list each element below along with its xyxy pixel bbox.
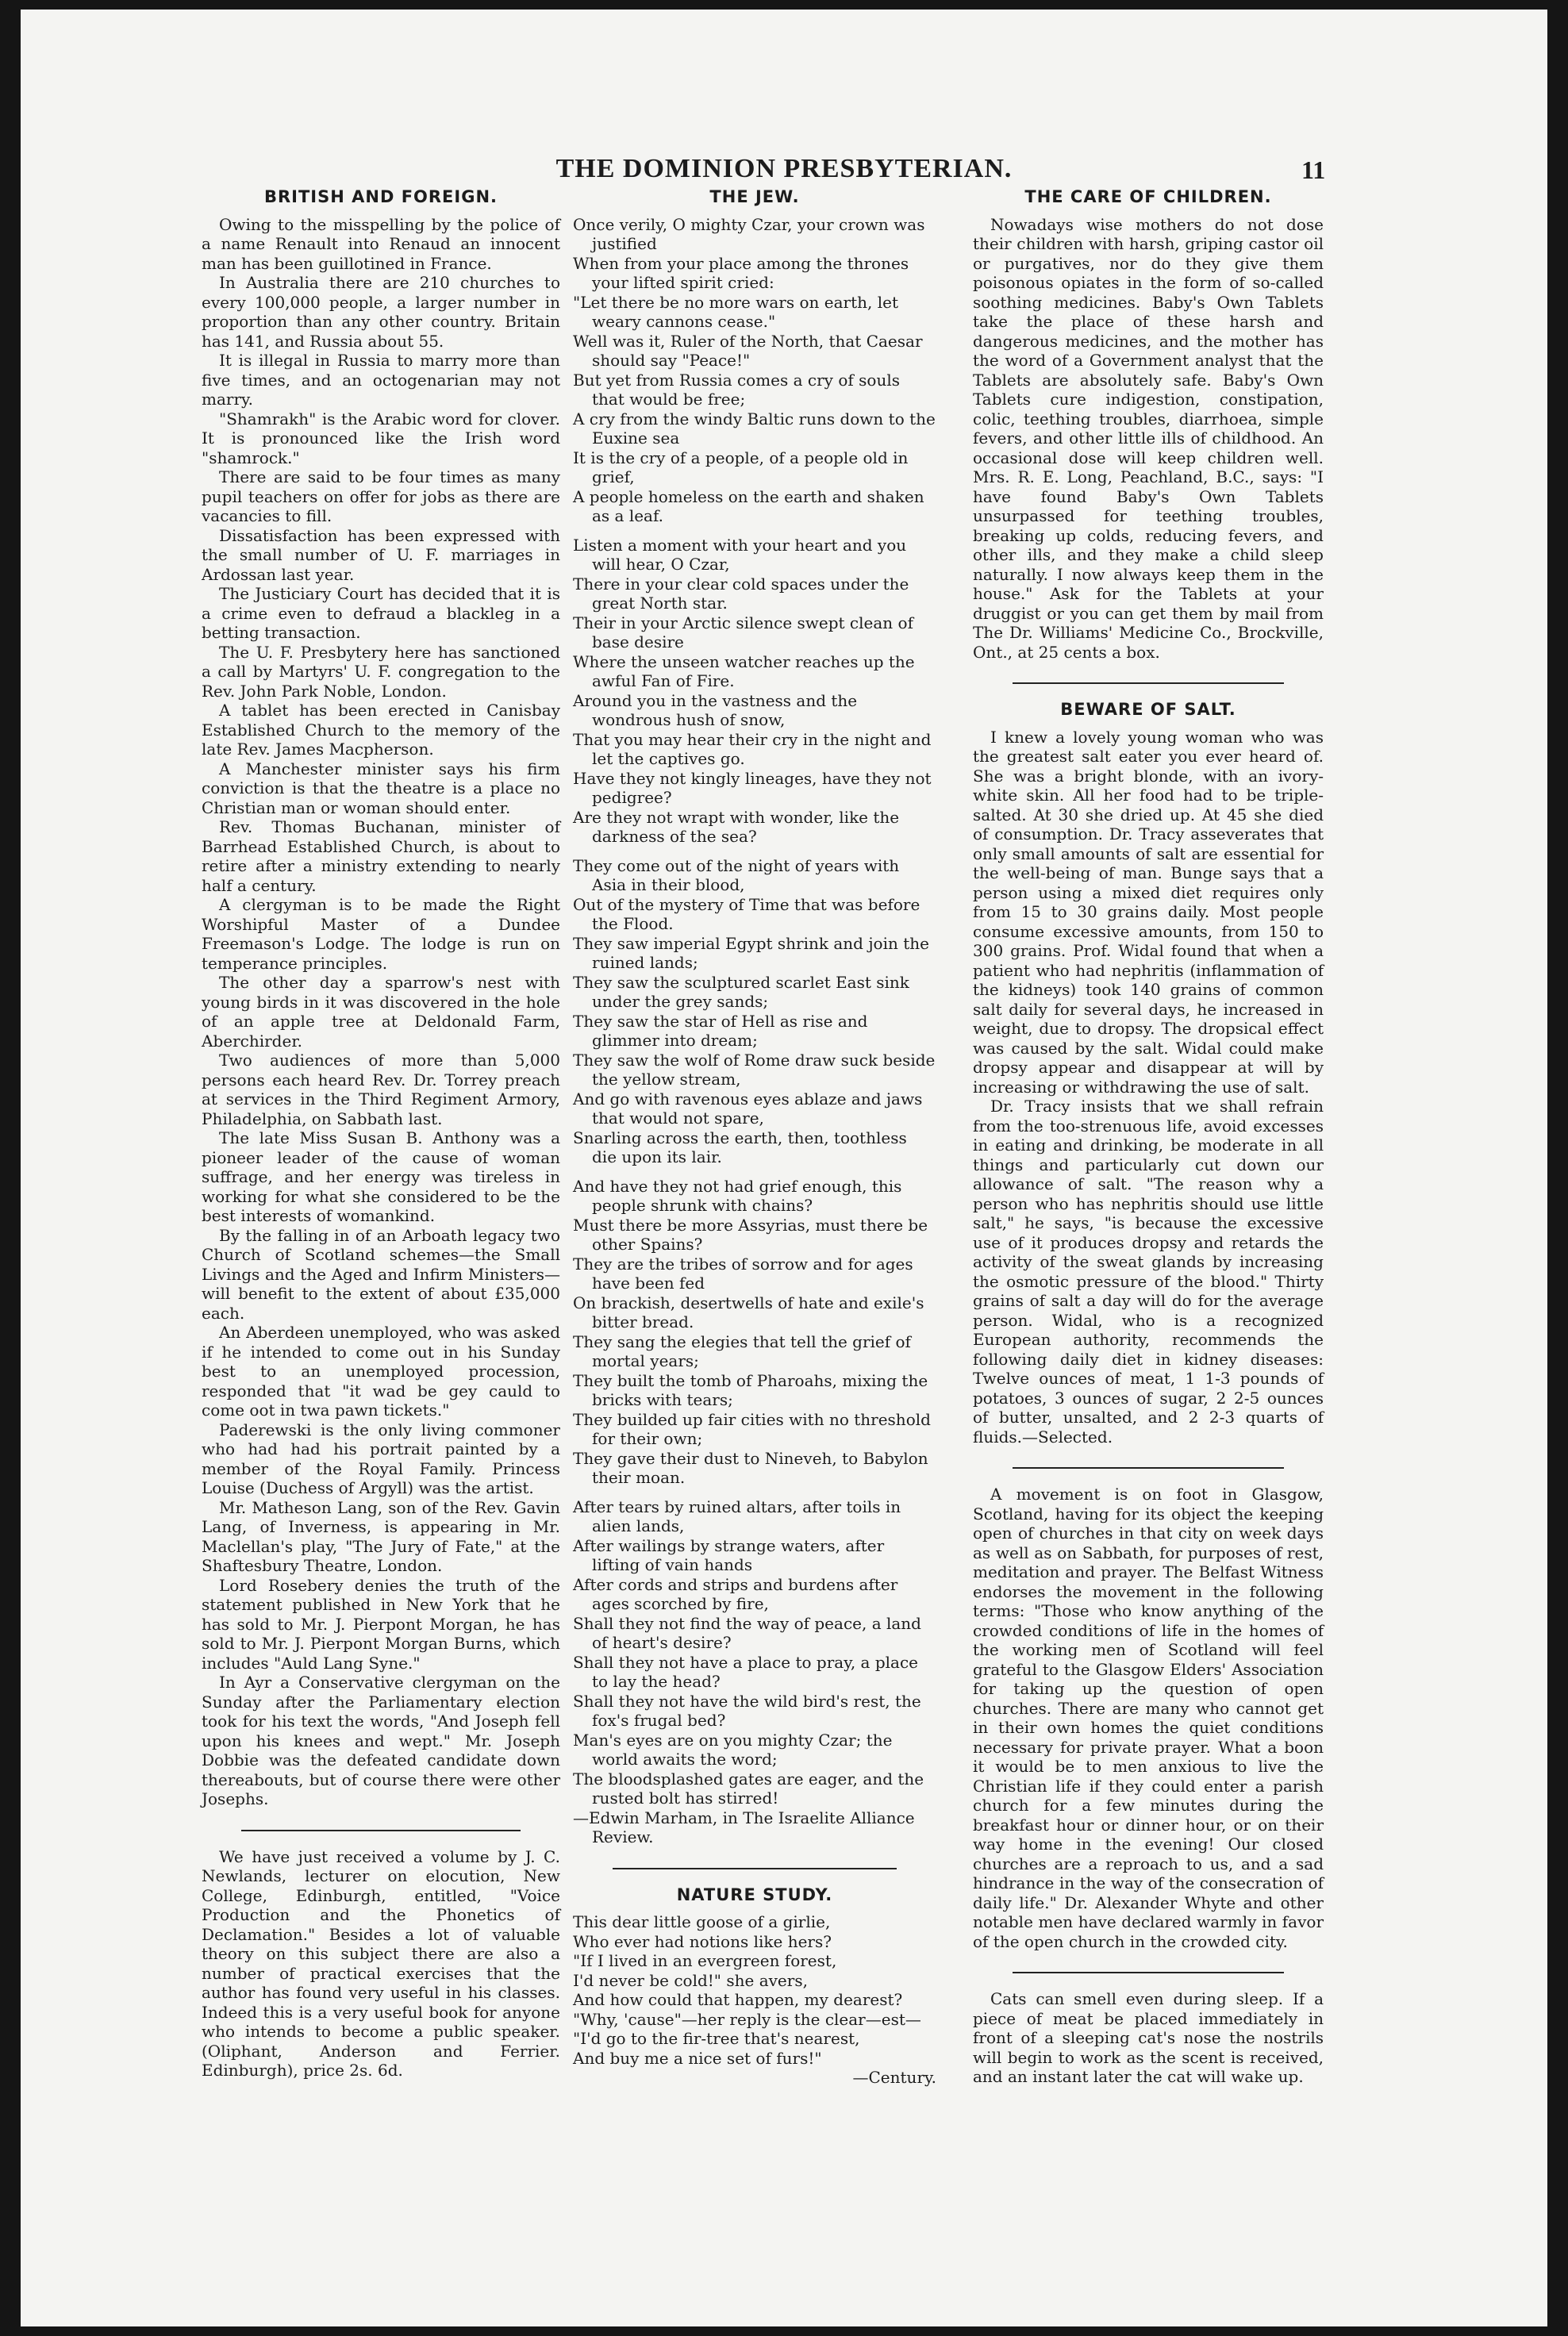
poem-line: The bloodsplashed gates are eager, and the rusted bolt has stirred! <box>573 1769 924 1808</box>
poem-stanza <box>573 856 936 1167</box>
news-paragraph: It is illegal in Russia to marry more than five times, and an octogenarian may not marry. <box>202 351 560 409</box>
news-paragraph: By the falling in of an Arboath legacy two Church of Scotland schemes—the Small Livings and the Aged and Infirm Ministers—will benefit to the extent of about £35,000 each. <box>202 1225 560 1323</box>
page-number: 11 <box>1301 156 1326 184</box>
article-paragraph: I knew a lovely young woman who was the greatest salt eater you ever heard of. She was a bright blonde, with an ivory-white skin. All her food had to be triple-salted. At 30 she dried up. At 45 she died of consumption. Dr. Tracy asseverates that only small amounts of salt are essential for the well-being of man. Bunge says that a person using a mixed diet requires only from 15 to 30 grains daily. Most people consume excessive amounts, from 150 to 300 grains. Prof. Widal found that when a patient who had nephritis (inflammation of the kidneys) took 140 grains of common salt daily for several days, he increased in weight, due to dropsy. The dropsical effect was caused by the salt. Widal could make dropsy appear and disappear at will by increasing or withdrawing the use of salt. <box>973 727 1324 1097</box>
poem-line: Once verily, O mighty Czar, your crown was justified <box>573 214 925 253</box>
poem-line: Listen a moment with your heart and you will hear, O Czar, <box>573 535 907 574</box>
article-paragraph: Cats can smell even during sleep. If a piece of meat be placed immediately in front of a sleeping cat's nose the nostrils will begin to work as the scent is received, and an instant later the cat will wake up. <box>973 1989 1324 2086</box>
news-paragraph: Mr. Matheson Lang, son of the Rev. Gavin Lang, of Inverness, is appearing in Mr. Maclellan's play, "The Jury of Fate," at the Shaftesbury Theatre, London. <box>202 1497 560 1575</box>
poem-line: After cords and strips and burdens after ages scorched by fire, <box>573 1574 898 1613</box>
section-divider <box>1013 682 1284 684</box>
poem-line: And have they not had grief enough, this people shrunk with chains? <box>573 1176 902 1215</box>
poem-stanza <box>573 1177 936 1488</box>
news-paragraph: The other day a sparrow's nest with young birds in it was discovered in the hole of an apple tree at Deldonald Farm, Aberchirder. <box>202 973 560 1051</box>
poem-line: They builded up fair cities with no threshold for their own; <box>573 1409 931 1448</box>
poem-line: They are the tribes of sorrow and for ages have been fed <box>573 1254 913 1293</box>
article-paragraph: Dr. Tracy insists that we shall refrain from the too-strenuous life, avoid excesses in eating and drinking, be moderate in all things and particularly cut down our allowance of salt. "The reason why a person who has nephritis should use little salt," he says, "is because the excessive use of it produces dropsy and retards the activity of the sweat glands by increasing the osmotic pressure of the blood." Thirty grains of salt a day will do for the average person. Widal, who is a recognized European authority, recommends the following daily diet in kidney diseases: Twelve ounces of meat, 1 1-3 pounds of potatoes, 3 ounces of sugar, 2 2-5 ounces of butter, unsalted, and 2 2-3 quarts of fluids.—Selected. <box>973 1097 1324 1447</box>
poem-line: "I'd go to the fir-tree that's nearest, <box>573 2029 860 2048</box>
poem-stanza <box>573 1497 936 1847</box>
poem-line: They saw the wolf of Rome draw suck beside the yellow stream, <box>573 1050 936 1089</box>
poem-line: Man's eyes are on you mighty Czar; the world awaits the word; <box>573 1730 893 1769</box>
book-review-paragraph: We have just received a volume by J. C. Newlands, lecturer on elocution, New College, Edinburgh, entitled, "Voice Production and the Phonetics of Declamation." Besides a lot of valuable theory on this subject there are also a number of practical exercises that the author has found very useful in his classes. Indeed this is a very useful book for anyone who intends to become a public speaker. (Oliphant, Anderson and Ferrier. Edinburgh), price 2s. 6d. <box>202 1846 560 2080</box>
poem-line: Are they not wrapt with wonder, like the darkness of the sea? <box>573 807 900 846</box>
poem-line: Well was it, Ruler of the North, that Caesar should say "Peace!" <box>573 331 923 370</box>
news-paragraph: The U. F. Presbytery here has sanctioned a call by Martyrs' U. F. congregation to the Rev. John Park Noble, London. <box>202 642 560 701</box>
poem-line: "Let there be no more wars on earth, let weary cannons cease." <box>573 292 898 331</box>
poem-line: Shall they not have the wild bird's rest, the fox's frugal bed? <box>573 1691 921 1730</box>
poem-line: But yet from Russia comes a cry of souls that would be free; <box>573 370 900 409</box>
article-paragraph: A movement is on foot in Glasgow, Scotland, having for its object the keeping open of churches in that city on week days as well as on Sabbath, for purposes of rest, meditation and prayer. The Belfast Witness endorses the movement in the following terms: "Those who know anything of the crowded conditions of life in the homes of the working men of Scotland will feel grateful to the Glasgow Elders' Association for taking up the question of open churches. There are many who cannot get in their own homes the quiet conditions necessary for private prayer. What a boon it would be to men anxious to live the Christian life if they could enter a parish church for a few minutes during the breakfast hour or dinner hour, or on their way home in the evening! Our closed churches are a reproach to us, and a sad hindrance in the way of the consecration of daily life." Dr. Alexander Whyte and other notable men have declared warmly in favor of the open church in the crowded city. <box>973 1485 1324 1951</box>
masthead: THE DOMINION PRESBYTERIAN. <box>555 154 1013 183</box>
poem-line: "If I lived in an evergreen forest, <box>573 1951 837 1970</box>
news-paragraph: There are said to be four times as many pupil teachers on offer for jobs as there are vacancies to fill. <box>202 467 560 525</box>
poem-line: They sang the elegies that tell the grief of mortal years; <box>573 1331 911 1370</box>
poem-line: A people homeless on the earth and shaken as a leaf. <box>573 486 924 525</box>
news-paragraph: In Australia there are 210 churches to every 100,000 people, a larger number in proportion than any other country. Britain has 141, and Russia about 55. <box>202 273 560 351</box>
poem-line: Who ever had notions like hers? <box>573 1931 832 1951</box>
news-paragraph: Paderewski is the only living commoner who had had his portrait painted by a member of the Royal Family. Princess Louise (Duchess of Argyll) was the artist. <box>202 1420 560 1497</box>
poem-source: —Century. <box>852 2068 936 2087</box>
news-paragraph: A clergyman is to be made the Right Worshipful Master of a Dundee Freemason's Lodge. The lodge is run on temperance principles. <box>202 895 560 973</box>
nature-study-poem <box>573 1912 936 2088</box>
news-paragraph: In Ayr a Conservative clergyman on the Sunday after the Parliamentary election took for his text the words, "And Joseph fell upon his knees and wept." Mr. Joseph Dobbie was the defeated candidate down thereabouts, but of course there were other Josephs. <box>202 1673 560 1808</box>
poem-line: After wailings by strange waters, after lifting of vain hands <box>573 1535 885 1574</box>
poem-line: A cry from the windy Baltic runs down to the Euxine sea <box>573 409 936 448</box>
section-heading-beware-of-salt: BEWARE OF SALT. <box>1060 700 1236 719</box>
poem-line: "Why, 'cause"—her reply is the clear—est— <box>573 2009 921 2029</box>
section-divider <box>1013 1467 1284 1469</box>
poem-line: Must there be more Assyrias, must there be other Spains? <box>573 1215 928 1254</box>
poem-line: Where the unseen watcher reaches up the awful Fan of Fire. <box>573 651 915 690</box>
news-paragraph: Rev. Thomas Buchanan, minister of Barrhead Established Church, is about to retire after a ministry extending to nearly half a century. <box>202 817 560 895</box>
poem-line: Shall they not find the way of peace, a land of heart's desire? <box>573 1613 921 1652</box>
news-paragraph: The late Miss Susan B. Anthony was a pioneer leader of the cause of woman suffrage, and her energy was tireless in working for what she considered to be the best interests of womankind. <box>202 1128 560 1225</box>
poem-line: They gave their dust to Nineveh, to Babylon their moan. <box>573 1448 928 1487</box>
section-divider <box>1013 1972 1284 1973</box>
news-paragraph: A tablet has been erected in Canisbay Established Church to the memory of the late Rev. James Macpherson. <box>202 701 560 759</box>
poem-stanza <box>573 215 936 526</box>
poem-line: When from your place among the thrones your lifted spirit cried: <box>573 253 909 292</box>
poem-stanza <box>573 536 936 847</box>
poem-line: They come out of the night of years with Asia in their blood, <box>573 855 900 894</box>
news-paragraph: Owing to the misspelling by the police of a name Renault into Renaud an innocent man has been guillotined in France. <box>202 214 560 273</box>
poem-line: Snarling across the earth, then, toothless die upon its lair. <box>573 1128 907 1166</box>
column-british-and-foreign <box>202 187 560 2080</box>
section-divider <box>613 1868 897 1869</box>
column-the-jew <box>573 187 936 2097</box>
poem-line: It is the cry of a people, of a people old in grief, <box>573 448 909 486</box>
news-paragraph: A Manchester minister says his firm conviction is that the theatre is a place no Christian man or woman should enter. <box>202 759 560 817</box>
news-paragraph: Two audiences of more than 5,000 persons each heard Rev. Dr. Torrey preach at services in the Third Regiment Armory, Philadelphia, on Sabbath last. <box>202 1051 560 1128</box>
poem-line: That you may hear their cry in the night and let the captives go. <box>573 729 932 768</box>
column-care-of-children <box>973 187 1324 2087</box>
poem-line: I'd never be cold!" she avers, <box>573 1970 808 1990</box>
news-paragraph: "Shamrakh" is the Arabic word for clover. It is pronounced like the Irish word "shamrock." <box>202 409 560 467</box>
poem-line: And buy me a nice set of furs!" <box>573 2048 822 2068</box>
poem-line: And how could that happen, my dearest? <box>573 1990 903 2009</box>
poem-line: Their in your Arctic silence swept clean of base desire <box>573 613 913 651</box>
news-paragraph: The Justiciary Court has decided that it is a crime even to defraud a blackleg in a betting transaction. <box>202 584 560 642</box>
section-heading-care-of-children: THE CARE OF CHILDREN. <box>1024 187 1272 206</box>
poem-line: Have they not kingly lineages, have they not pedigree? <box>573 768 932 807</box>
poem-attribution: —Edwin Marham, in The Israelite Alliance Review. <box>573 1808 915 1846</box>
section-heading-nature-study: NATURE STUDY. <box>676 1885 833 1904</box>
news-paragraph: Lord Rosebery denies the truth of the statement published in New York that he has sold to Mr. J. Pierpont Morgan, he has sold to Mr. J. Pierpont Morgan Burns, which includes "Auld Lang Syne." <box>202 1575 560 1673</box>
poem-line: After tears by ruined altars, after toils in alien lands, <box>573 1496 901 1535</box>
news-paragraph: Dissatisfaction has been expressed with the small number of U. F. marriages in Ardossan last year. <box>202 525 560 584</box>
poem-line: On brackish, desertwells of hate and exile's bitter bread. <box>573 1293 924 1331</box>
section-divider <box>241 1830 521 1831</box>
poem-line: And go with ravenous eyes ablaze and jaws that would not spare, <box>573 1089 923 1128</box>
poem-line: They built the tomb of Pharoahs, mixing the bricks with tears; <box>573 1370 928 1409</box>
newspaper-page <box>21 10 1547 2326</box>
section-heading-the-jew: THE JEW. <box>709 187 800 206</box>
poem-line: Out of the mystery of Time that was before the Flood. <box>573 894 920 933</box>
poem-line: There in your clear cold spaces under the great North star. <box>573 574 909 613</box>
poem-line: This dear little goose of a girlie, <box>573 1912 831 1931</box>
article-paragraph: Nowadays wise mothers do not dose their children with harsh, griping castor oil or purgatives, nor do they give them poisonous opiates in the form of so-called soothing medicines. Baby's Own Tablets take the place of these harsh and dangerous medicines, and the mother has the word of a Government analyst that the Tablets are absolutely safe. Baby's Own Tablets cure indigestion, constipation, colic, teething troubles, diarrhoea, simple fevers, and other little ills of childhood. An occasional dose will keep children well. Mrs. R. E. Long, Peachland, B.C., says: "I have found Baby's Own Tablets unsurpassed for teething troubles, breaking up colds, reducing fevers, and other ills, and they make a child sleep naturally. I now always keep them in the house." Ask for the Tablets at your druggist or you can get them by mail from The Dr. Williams' Medicine Co., Brockville, Ont., at 25 cents a box. <box>973 214 1324 662</box>
poem-line: They saw imperial Egypt shrink and join the ruined lands; <box>573 933 929 972</box>
poem-line: They saw the sculptured scarlet East sink under the grey sands; <box>573 972 909 1011</box>
poem-line: Around you in the vastness and the wondrous hush of snow, <box>573 690 858 729</box>
poem-line: They saw the star of Hell as rise and glimmer into dream; <box>573 1011 868 1050</box>
section-heading-british-and-foreign: BRITISH AND FOREIGN. <box>263 187 498 206</box>
news-paragraph: An Aberdeen unemployed, who was asked if he intended to come out in his Sunday best to an unemployed procession, responded that "it wad be gey cauld to come oot in twa pawn tickets." <box>202 1323 560 1420</box>
poem-line: Shall they not have a place to pray, a place to lay the head? <box>573 1652 918 1691</box>
